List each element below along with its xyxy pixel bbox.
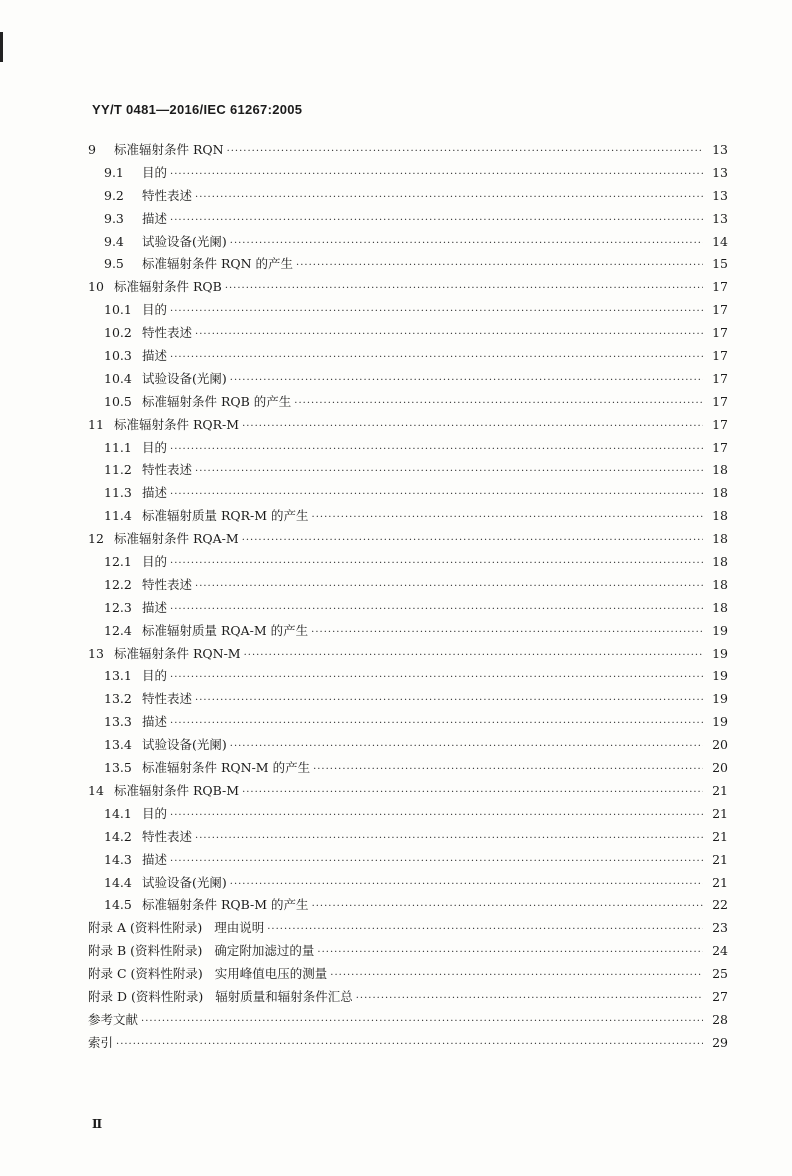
toc-entry-title: 标准辐射条件 RQR-M bbox=[114, 416, 240, 432]
toc-entry-page: 20 bbox=[712, 760, 728, 776]
toc-entry-page: 18 bbox=[712, 508, 728, 524]
toc-entry-title: 描述 bbox=[142, 851, 168, 867]
dot-leader bbox=[170, 306, 703, 317]
toc-entry[interactable] bbox=[88, 163, 728, 186]
toc-entry[interactable] bbox=[88, 621, 728, 644]
toc-entry-number: 附录 D (资料性附录) bbox=[88, 988, 204, 1004]
toc-entry[interactable] bbox=[88, 575, 728, 598]
dot-leader bbox=[230, 879, 703, 890]
dot-leader bbox=[170, 810, 703, 821]
toc-entry-title: 理由说明 bbox=[214, 920, 265, 936]
toc-entry-number: 14.1 bbox=[104, 805, 132, 821]
toc-entry-title: 目的 bbox=[142, 668, 168, 684]
toc-entry-title: 描述 bbox=[142, 485, 168, 501]
toc-entry[interactable] bbox=[88, 438, 728, 461]
toc-entry[interactable] bbox=[88, 804, 728, 827]
toc-entry-number: 10.3 bbox=[104, 348, 132, 364]
dot-leader bbox=[356, 993, 703, 1004]
toc-entry-title: 目的 bbox=[142, 439, 168, 455]
toc-entry[interactable] bbox=[88, 186, 728, 209]
toc-entry-number: 11.1 bbox=[104, 439, 132, 455]
dot-leader bbox=[170, 672, 703, 683]
toc-entry[interactable] bbox=[88, 712, 728, 735]
toc-entry[interactable] bbox=[88, 323, 728, 346]
toc-entry-page: 19 bbox=[712, 645, 728, 661]
dot-leader bbox=[312, 901, 703, 912]
dot-leader bbox=[170, 444, 703, 455]
toc-entry-title: 试验设备(光阑) bbox=[142, 874, 227, 890]
dot-leader bbox=[170, 489, 703, 500]
dot-leader bbox=[170, 352, 703, 363]
toc-entry-number: 附录 B (资料性附录) bbox=[88, 943, 203, 959]
page-number: Ⅱ bbox=[92, 1117, 103, 1131]
dot-leader bbox=[317, 947, 703, 958]
dot-leader bbox=[242, 421, 703, 432]
dot-leader bbox=[267, 924, 703, 935]
toc-entry-page: 13 bbox=[712, 142, 728, 157]
toc-entry-page: 18 bbox=[712, 599, 728, 615]
toc-entry-number: 11.4 bbox=[104, 508, 132, 524]
toc-entry[interactable] bbox=[88, 232, 728, 255]
toc-entry[interactable] bbox=[88, 941, 728, 964]
toc-entry-number: 10.2 bbox=[104, 325, 132, 341]
toc-entry-title: 描述 bbox=[142, 599, 168, 615]
toc-entry-title: 特性表述 bbox=[142, 576, 193, 592]
dot-leader bbox=[170, 856, 703, 867]
toc-entry[interactable] bbox=[88, 644, 728, 667]
toc-entry[interactable] bbox=[88, 918, 728, 941]
toc-entry-page: 19 bbox=[712, 668, 728, 684]
toc-entry-number: 9.3 bbox=[104, 210, 124, 226]
toc-entry-number: 13.1 bbox=[104, 668, 132, 684]
toc-entry-number: 12 bbox=[88, 531, 104, 547]
toc-entry-title: 目的 bbox=[142, 302, 168, 318]
toc-entry-title: 描述 bbox=[142, 210, 168, 226]
toc-entry-page: 19 bbox=[712, 714, 728, 730]
toc-entry[interactable] bbox=[88, 1033, 728, 1056]
toc-entry[interactable] bbox=[88, 827, 728, 850]
toc-entry[interactable] bbox=[88, 781, 728, 804]
toc-entry-number: 12.3 bbox=[104, 599, 132, 615]
toc-entry-title: 试验设备(光阑) bbox=[142, 737, 227, 753]
toc-entry-title: 目的 bbox=[142, 805, 168, 821]
toc-entry-title: 标准辐射质量 RQR-M 的产生 bbox=[142, 508, 309, 524]
toc-entry-page: 17 bbox=[712, 370, 728, 386]
toc-entry-title: 标准辐射条件 RQN-M bbox=[114, 645, 241, 661]
toc-entry[interactable] bbox=[88, 850, 728, 873]
toc-entry-page: 22 bbox=[712, 897, 728, 913]
toc-entry-number: 13.3 bbox=[104, 714, 132, 730]
toc-entry-page: 18 bbox=[712, 485, 728, 501]
dot-leader bbox=[230, 375, 703, 386]
toc-entry[interactable] bbox=[88, 598, 728, 621]
table-of-contents bbox=[88, 140, 728, 1056]
dot-leader bbox=[294, 398, 703, 409]
toc-entry-title: 辐射质量和辐射条件汇总 bbox=[215, 988, 353, 1004]
dot-leader bbox=[170, 215, 703, 226]
toc-entry-number: 11.2 bbox=[104, 462, 132, 478]
toc-entry-number: 11.3 bbox=[104, 485, 132, 501]
dot-leader bbox=[313, 764, 703, 775]
toc-entry-title: 参考文献 bbox=[88, 1011, 139, 1027]
toc-entry[interactable] bbox=[88, 873, 728, 896]
dot-leader bbox=[170, 718, 703, 729]
dot-leader bbox=[170, 558, 703, 569]
toc-entry-page: 21 bbox=[712, 874, 728, 890]
dot-leader bbox=[170, 604, 703, 615]
toc-entry-title: 标准辐射条件 RQB-M bbox=[114, 782, 240, 798]
toc-entry[interactable] bbox=[88, 666, 728, 689]
toc-entry-title: 特性表述 bbox=[142, 325, 193, 341]
dot-leader bbox=[242, 787, 703, 798]
toc-entry-title: 标准辐射条件 RQN 的产生 bbox=[142, 256, 294, 272]
toc-entry-page: 17 bbox=[712, 302, 728, 318]
dot-leader bbox=[195, 329, 703, 340]
toc-entry-number: 12.4 bbox=[104, 622, 132, 638]
dot-leader bbox=[311, 627, 703, 638]
toc-entry-page: 17 bbox=[712, 348, 728, 364]
dot-leader bbox=[195, 466, 703, 477]
toc-entry-number: 13.4 bbox=[104, 737, 132, 753]
document-header: YY/T 0481—2016/IEC 61267:2005 bbox=[92, 102, 303, 117]
toc-entry-page: 28 bbox=[712, 1011, 728, 1027]
toc-entry-title: 特性表述 bbox=[142, 828, 193, 844]
toc-entry[interactable] bbox=[88, 552, 728, 575]
dot-leader bbox=[195, 192, 703, 203]
toc-entry-number: 9.2 bbox=[104, 187, 124, 203]
toc-entry[interactable] bbox=[88, 1010, 728, 1033]
dot-leader bbox=[195, 581, 703, 592]
toc-entry-number: 10.5 bbox=[104, 393, 132, 409]
toc-entry-title: 确定附加滤过的量 bbox=[214, 943, 315, 959]
toc-entry-number: 9.4 bbox=[104, 233, 124, 249]
toc-entry-number: 13.5 bbox=[104, 760, 132, 776]
toc-entry[interactable] bbox=[88, 735, 728, 758]
dot-leader bbox=[227, 146, 703, 157]
toc-entry[interactable] bbox=[88, 987, 728, 1010]
dot-leader bbox=[170, 169, 703, 180]
toc-entry-page: 17 bbox=[712, 279, 728, 295]
toc-entry-page: 19 bbox=[712, 622, 728, 638]
toc-entry-number: 12.1 bbox=[104, 554, 132, 570]
toc-entry-page: 18 bbox=[712, 462, 728, 478]
toc-entry-title: 索引 bbox=[88, 1034, 114, 1050]
toc-entry[interactable] bbox=[88, 460, 728, 483]
toc-entry-number: 附录 A (资料性附录) bbox=[88, 920, 203, 936]
toc-entry-number: 10.4 bbox=[104, 370, 132, 386]
toc-entry-title: 特性表述 bbox=[142, 691, 193, 707]
toc-entry-title: 标准辐射条件 RQN bbox=[114, 142, 224, 157]
toc-entry[interactable] bbox=[88, 369, 728, 392]
dot-leader bbox=[242, 535, 703, 546]
toc-entry-page: 20 bbox=[712, 737, 728, 753]
toc-entry-title: 标准辐射条件 RQN-M 的产生 bbox=[142, 760, 311, 776]
toc-entry-title: 目的 bbox=[142, 164, 168, 180]
toc-entry-page: 17 bbox=[712, 439, 728, 455]
toc-entry-number: 10.1 bbox=[104, 302, 132, 318]
toc-entry-title: 标准辐射质量 RQA-M 的产生 bbox=[142, 622, 309, 638]
toc-entry-page: 18 bbox=[712, 554, 728, 570]
toc-entry-number: 9.1 bbox=[104, 164, 124, 180]
toc-entry-page: 23 bbox=[712, 920, 728, 936]
dot-leader bbox=[195, 833, 703, 844]
dot-leader bbox=[244, 650, 703, 661]
toc-entry-title: 标准辐射条件 RQA-M bbox=[114, 531, 239, 547]
toc-entry-page: 21 bbox=[712, 782, 728, 798]
toc-entry-number: 13.2 bbox=[104, 691, 132, 707]
toc-entry[interactable] bbox=[88, 506, 728, 529]
toc-entry-page: 21 bbox=[712, 828, 728, 844]
toc-entry-number: 13 bbox=[88, 645, 104, 661]
toc-entry[interactable] bbox=[88, 689, 728, 712]
toc-entry-page: 27 bbox=[712, 988, 728, 1004]
toc-entry[interactable] bbox=[88, 277, 728, 300]
toc-entry-page: 17 bbox=[712, 416, 728, 432]
toc-entry[interactable] bbox=[88, 254, 728, 277]
toc-entry-page: 13 bbox=[712, 210, 728, 226]
toc-entry-number: 14 bbox=[88, 782, 104, 798]
toc-entry-title: 描述 bbox=[142, 714, 168, 730]
toc-entry-number: 14.4 bbox=[104, 874, 132, 890]
toc-entry-page: 13 bbox=[712, 164, 728, 180]
toc-entry[interactable] bbox=[88, 209, 728, 232]
toc-entry[interactable] bbox=[88, 140, 728, 163]
toc-entry-number: 12.2 bbox=[104, 576, 132, 592]
toc-entry[interactable] bbox=[88, 392, 728, 415]
toc-entry[interactable] bbox=[88, 483, 728, 506]
dot-leader bbox=[195, 695, 703, 706]
scan-edge-mark bbox=[0, 32, 3, 62]
dot-leader bbox=[225, 283, 703, 294]
toc-entry-page: 13 bbox=[712, 187, 728, 203]
toc-entry-title: 标准辐射条件 RQB 的产生 bbox=[142, 393, 292, 409]
toc-entry-page: 25 bbox=[712, 966, 728, 982]
toc-entry-title: 特性表述 bbox=[142, 462, 193, 478]
toc-entry-page: 21 bbox=[712, 805, 728, 821]
toc-entry-number: 14.5 bbox=[104, 897, 132, 913]
toc-entry-title: 特性表述 bbox=[142, 187, 193, 203]
toc-entry[interactable] bbox=[88, 300, 728, 323]
toc-entry-number: 10 bbox=[88, 279, 104, 295]
toc-entry[interactable] bbox=[88, 415, 728, 438]
toc-entry-page: 14 bbox=[712, 233, 728, 249]
toc-entry-title: 试验设备(光阑) bbox=[142, 233, 227, 249]
toc-entry-page: 29 bbox=[712, 1034, 728, 1050]
toc-entry-title: 标准辐射条件 RQB bbox=[114, 279, 222, 295]
toc-entry[interactable] bbox=[88, 964, 728, 987]
toc-entry-page: 17 bbox=[712, 325, 728, 341]
toc-entry-page: 19 bbox=[712, 691, 728, 707]
dot-leader bbox=[312, 512, 703, 523]
toc-entry-number: 附录 C (资料性附录) bbox=[88, 966, 203, 982]
toc-entry-title: 描述 bbox=[142, 348, 168, 364]
toc-entry-title: 实用峰值电压的测量 bbox=[214, 966, 328, 982]
toc-entry-number: 11 bbox=[88, 416, 104, 432]
toc-entry[interactable] bbox=[88, 529, 728, 552]
toc-entry-page: 24 bbox=[712, 943, 728, 959]
toc-entry-page: 21 bbox=[712, 851, 728, 867]
toc-entry-number: 14.2 bbox=[104, 828, 132, 844]
dot-leader bbox=[296, 260, 703, 271]
toc-entry[interactable] bbox=[88, 346, 728, 369]
toc-entry[interactable] bbox=[88, 895, 728, 918]
toc-entry-page: 18 bbox=[712, 531, 728, 547]
dot-leader bbox=[230, 741, 703, 752]
toc-entry-number: 9 bbox=[88, 142, 96, 157]
dot-leader bbox=[230, 238, 703, 249]
toc-entry-page: 18 bbox=[712, 576, 728, 592]
toc-entry-number: 14.3 bbox=[104, 851, 132, 867]
toc-entry-number: 9.5 bbox=[104, 256, 124, 272]
toc-entry-title: 目的 bbox=[142, 554, 168, 570]
dot-leader bbox=[330, 970, 703, 981]
dot-leader bbox=[141, 1016, 703, 1027]
dot-leader bbox=[116, 1039, 703, 1050]
toc-entry-title: 标准辐射条件 RQB-M 的产生 bbox=[142, 897, 309, 913]
toc-entry-page: 15 bbox=[712, 256, 728, 272]
toc-entry-page: 17 bbox=[712, 393, 728, 409]
toc-entry-title: 试验设备(光阑) bbox=[142, 370, 227, 386]
toc-entry[interactable] bbox=[88, 758, 728, 781]
